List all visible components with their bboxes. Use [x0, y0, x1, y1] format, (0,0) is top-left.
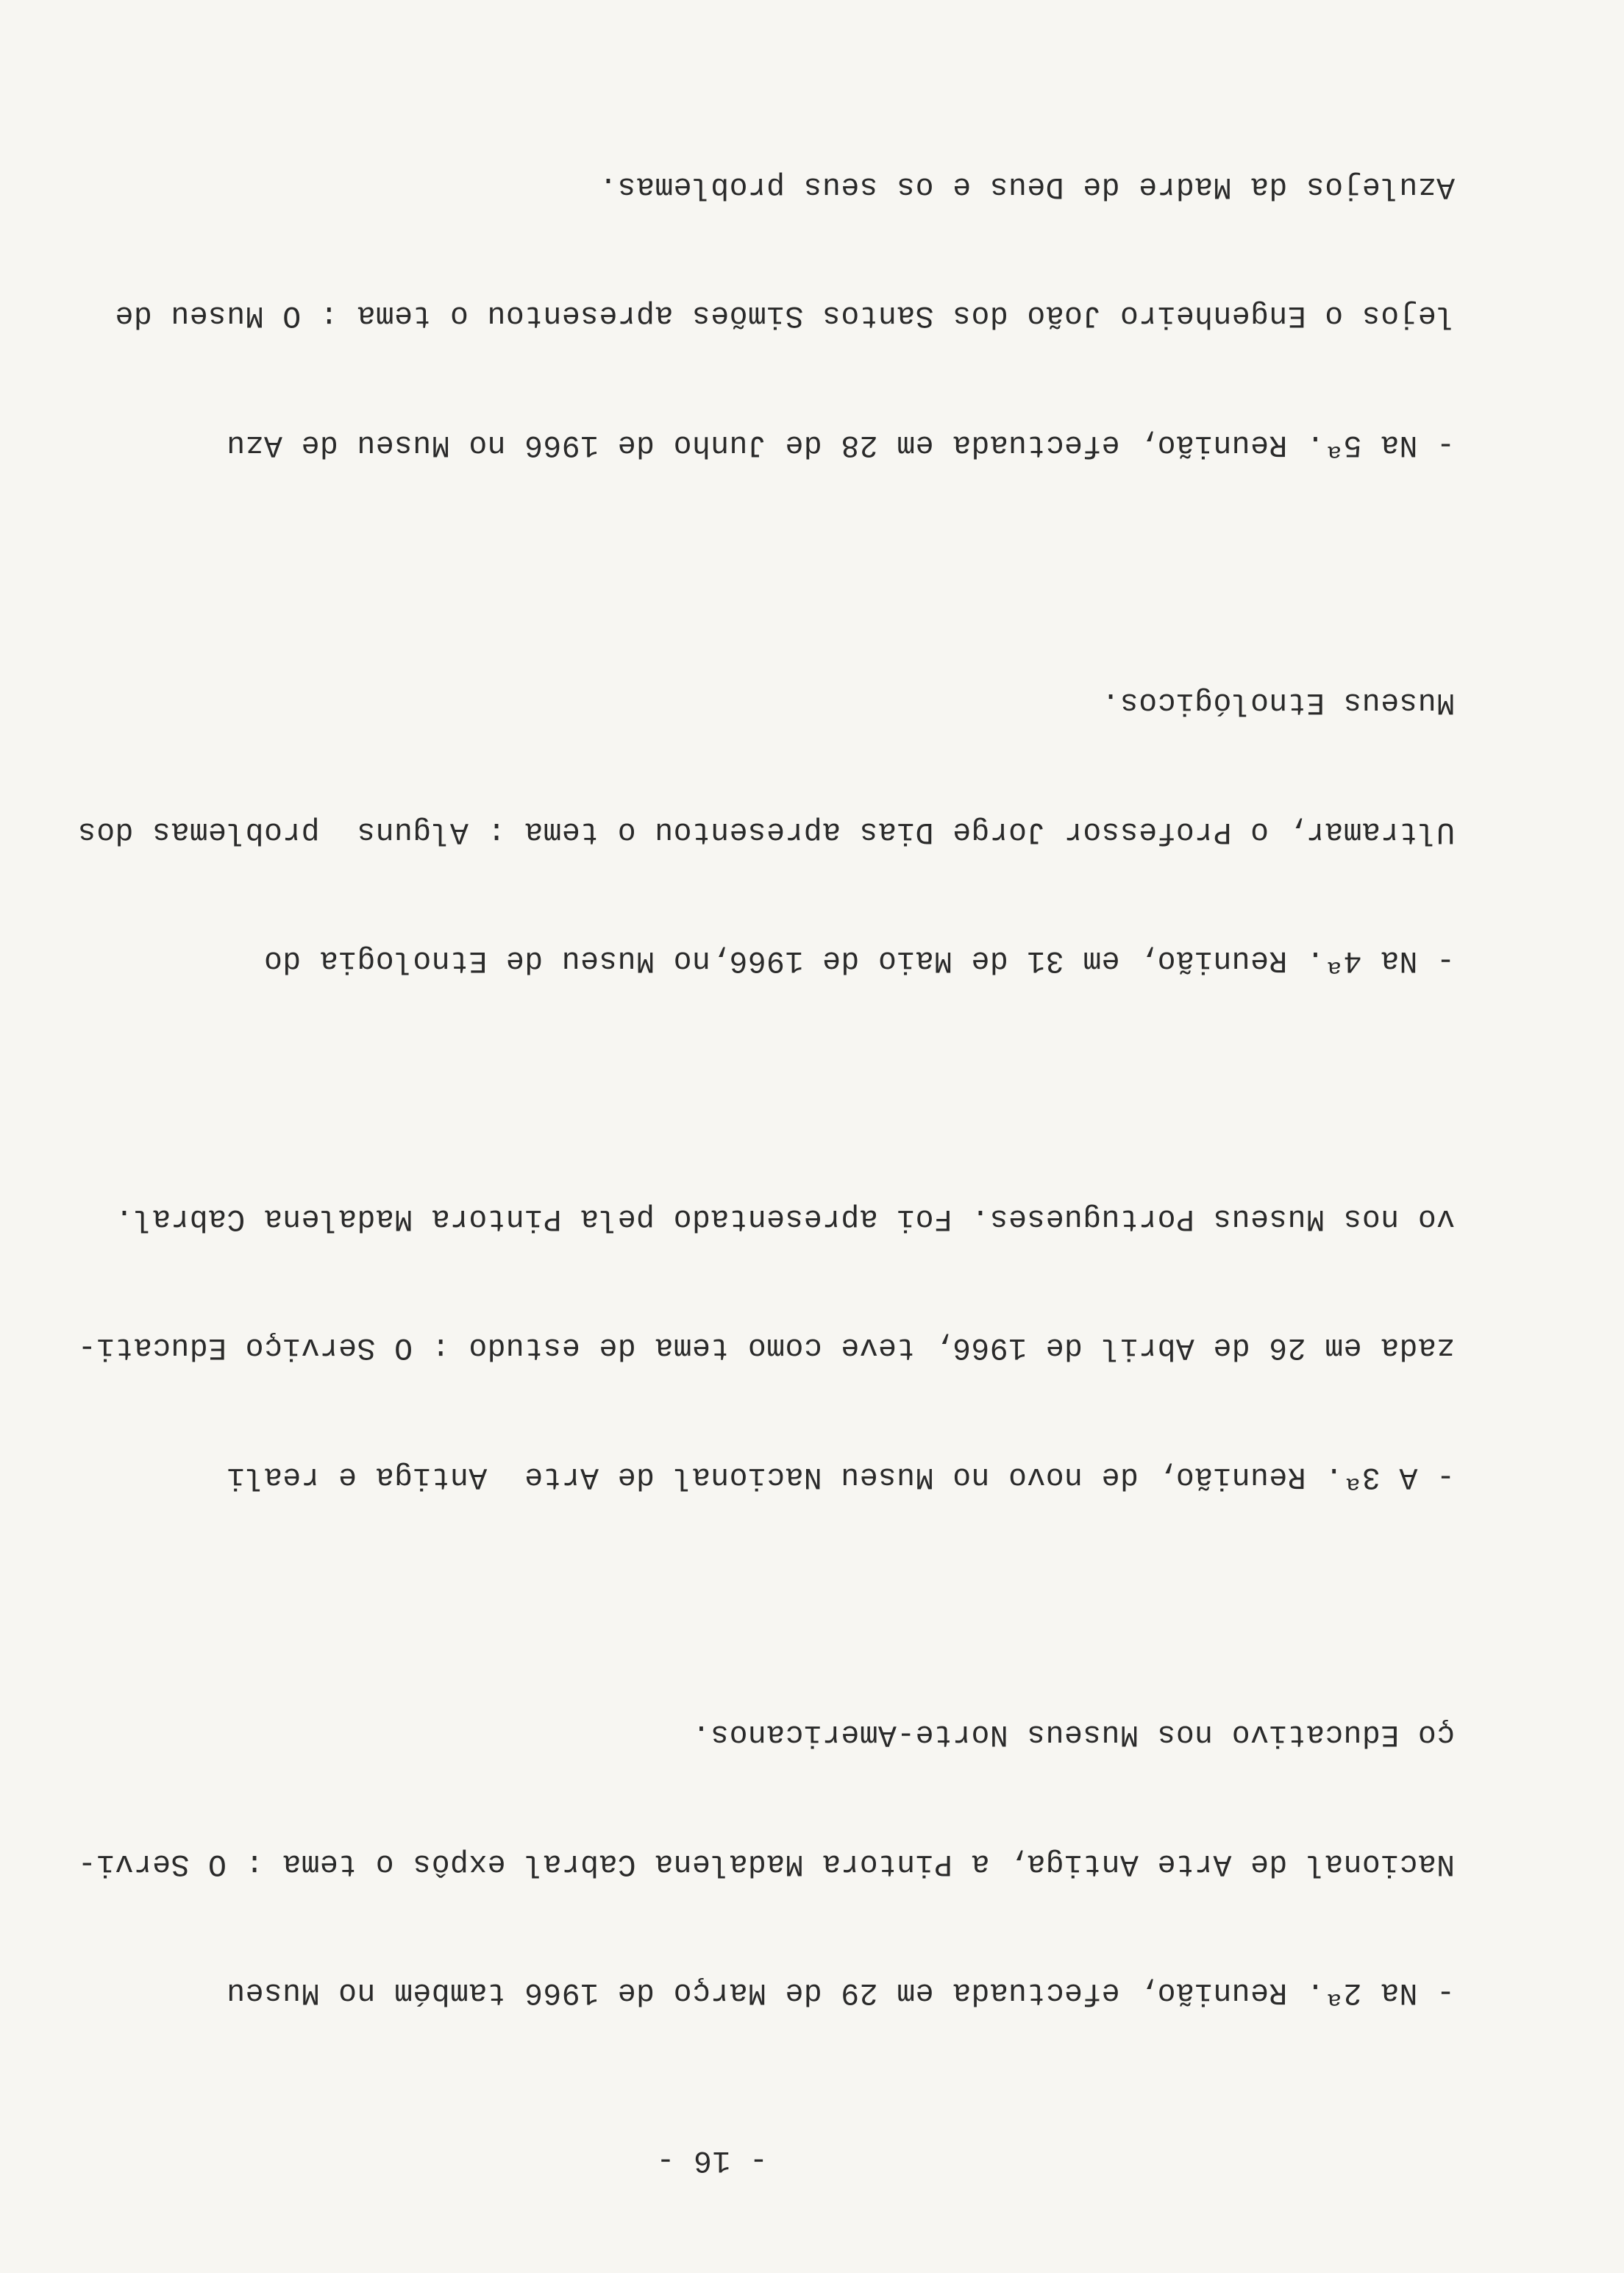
meeting-paragraph: [72, 594, 1455, 1068]
meetings-list: [72, 0, 1455, 2100]
text-line: - A 3ª. Reunião, de novo no Museu Nacional de Arte Antiga e reali: [226, 1459, 1455, 1494]
meeting-paragraph: [72, 79, 1455, 552]
text-line: vo nos Museus Portugueses. Foi apresentado pela Pintora Madalena Cabral.: [115, 1201, 1455, 1236]
meeting-paragraph: [72, 0, 1455, 36]
text-line: ço Educativo nos Museus Norte-Americanos.: [691, 1717, 1455, 1752]
text-line: - Na 5ª. Reunião, efectuada em 28 de Junho de 1966 no Museu de Azu: [226, 427, 1455, 462]
meeting-paragraph: [72, 1626, 1455, 2100]
text-line: Ultramar, o Professor Jorge Dias apresentou o tema : Alguns problemas dos: [77, 814, 1455, 849]
page-content: [72, 0, 1455, 2181]
text-line: zada em 26 de Abril de 1966, teve como tema de estudo : O Serviço Educati-: [77, 1330, 1455, 1365]
text-line: - Na 4ª. Reunião, em 31 de Maio de 1966,no Museu de Etnologia do: [263, 943, 1455, 978]
text-line: Nacional de Arte Antiga, a Pintora Madalena Cabral expôs o tema : O Servi-: [77, 1846, 1455, 1881]
text-line: Azulejos da Madre de Deus e os seus problemas.: [599, 169, 1455, 204]
meeting-paragraph: [72, 1111, 1455, 1584]
page-number: - 16 -: [656, 2143, 768, 2177]
text-line: Museus Etnológicos.: [1101, 685, 1455, 720]
text-line: lejos o Engenheiro João dos Santos Simões apresentou o tema : O Museu de: [115, 298, 1455, 333]
text-line: - Na 2ª. Reunião, efectuada em 29 de Março de 1966 também no Museu: [226, 1975, 1455, 2010]
